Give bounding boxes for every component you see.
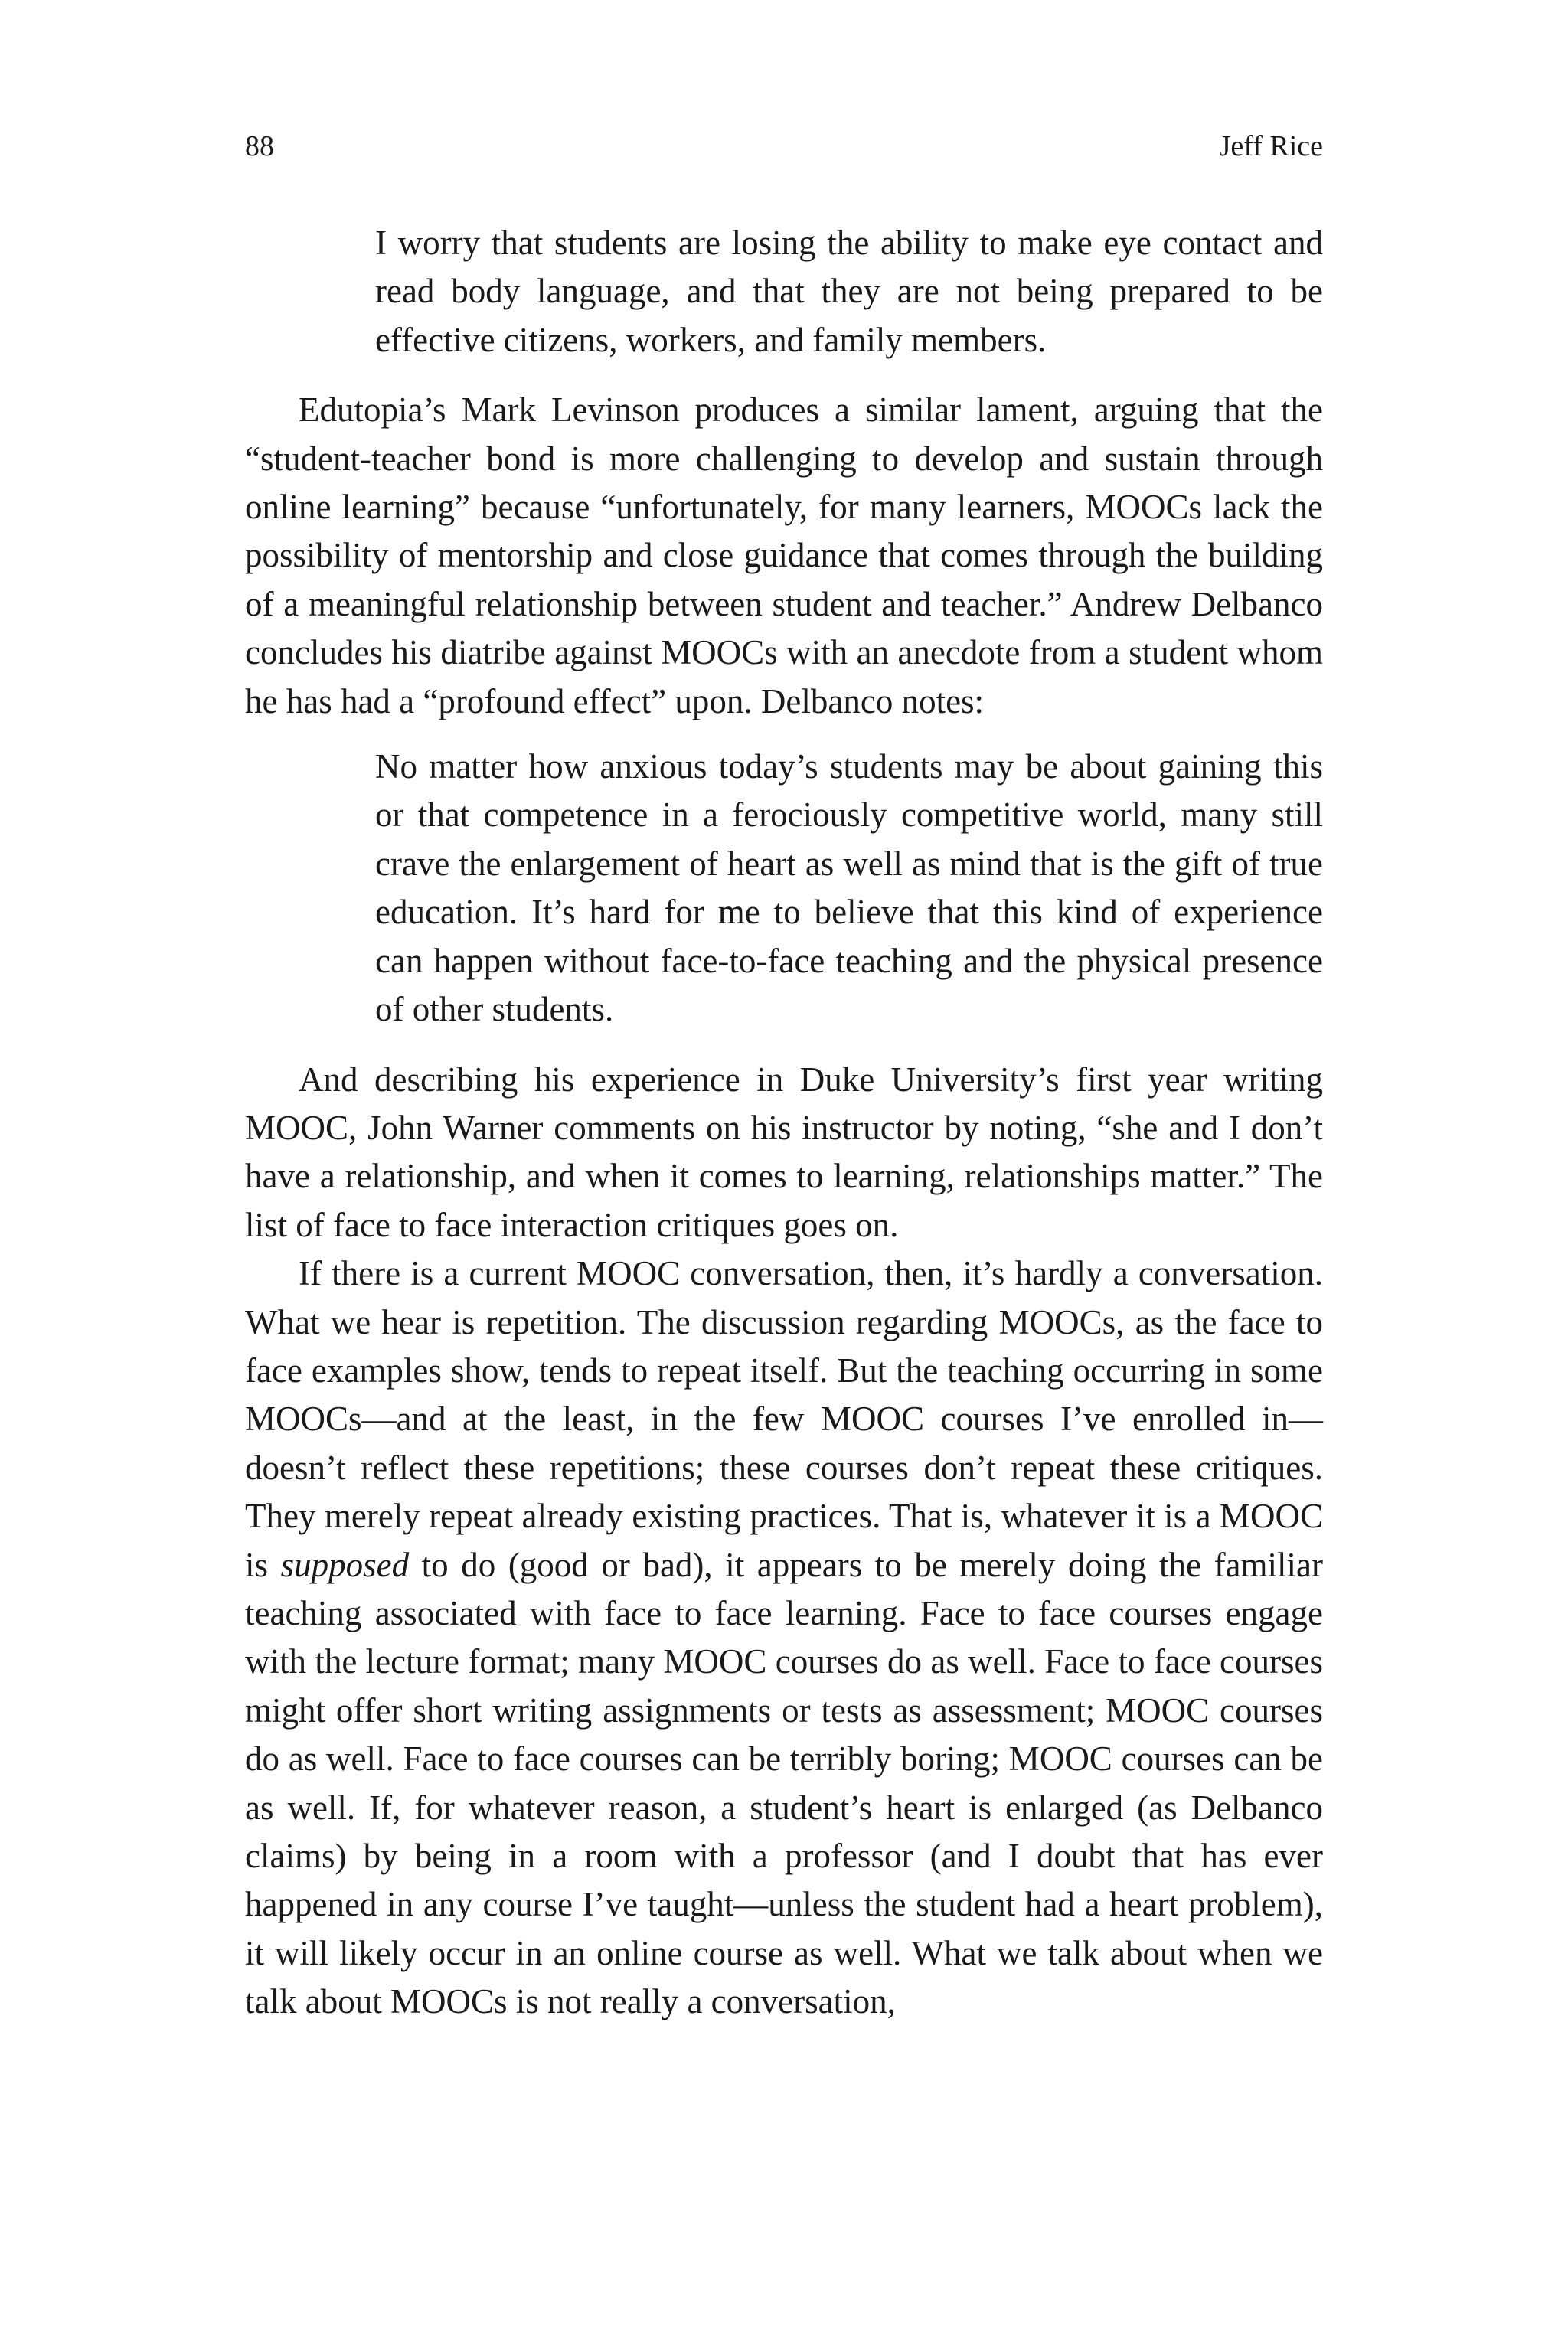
block-quote: I worry that students are losing the ability to make eye contact and read body language, and that they are not being prepared to be effective citizens, workers, and family members.	[375, 224, 1323, 359]
paragraph: Edutopia’s Mark Levinson produces a similar lament, arguing that the “student-teacher bond is more challenging to develop and sustain through online learning” because “unfortunately, for many learners, MOOCs lack the possibility of mentorship and close guidance that comes through the building of a meaningful relationship between student and teacher.” Andrew Delbanco concludes his diatribe against MOOCs with an anecdote from a student whom he has had a “profound effect” upon. Delbanco notes:	[245, 390, 1323, 720]
body-text	[245, 219, 1323, 2027]
running-head-author: Jeff Rice	[1219, 130, 1323, 162]
page-number: 88	[245, 130, 274, 162]
paragraph	[245, 1250, 1323, 2027]
paragraph: And describing his experience in Duke University’s first year writing MOOC, John Warner comments on his instructor by noting, “she and I don’t have a relationship, and when it comes to learning, relationships matter.” The list of face to face interaction critiques goes on.	[245, 1060, 1323, 1244]
paragraph-text: If there is a current MOOC conversation, then, it’s hardly a conversation. What we hear is repetition. The discussion regarding MOOCs, as the face to face examples show, tends to repeat itself. But the teaching occurring in some MOOCs—and at the least, in the few MOOC courses I’ve enrolled in—doesn’t reflect these repetitions; these courses don’t repeat these critiques. They merely repeat already existing practices. That is, whatever it is a MOOC is	[245, 1254, 1323, 1584]
paragraph-text: to do (good or bad), it appears to be merely doing the familiar teaching associated with face to face learning. Face to face courses engage with the lecture format; many MOOC courses do as well. Face to face courses might offer short writing assignments or tests as assessment; MOOC courses do as well. Face to face courses can be terribly boring; MOOC courses can be as well. If, for whatever reason, a student’s heart is enlarged (as Delbanco claims) by being in a room with a professor (and I doubt that has ever happened in any course I’ve taught—unless the student had a heart problem), it will likely occur in an online course as well. What we talk about when we talk about MOOCs is not really a conversation,	[245, 1545, 1324, 2021]
block-quote: No matter how anxious today’s students may be about gaining this or that competence in a ferociously competitive world, many still crave the enlargement of heart as well as mind that is the gift of true education. It’s hard for me to believe that this kind of experience can happen without face-to-face teaching and the physical presence of other students.	[375, 747, 1323, 1029]
running-head	[245, 127, 1323, 165]
emphasized-word: supposed	[280, 1545, 410, 1584]
